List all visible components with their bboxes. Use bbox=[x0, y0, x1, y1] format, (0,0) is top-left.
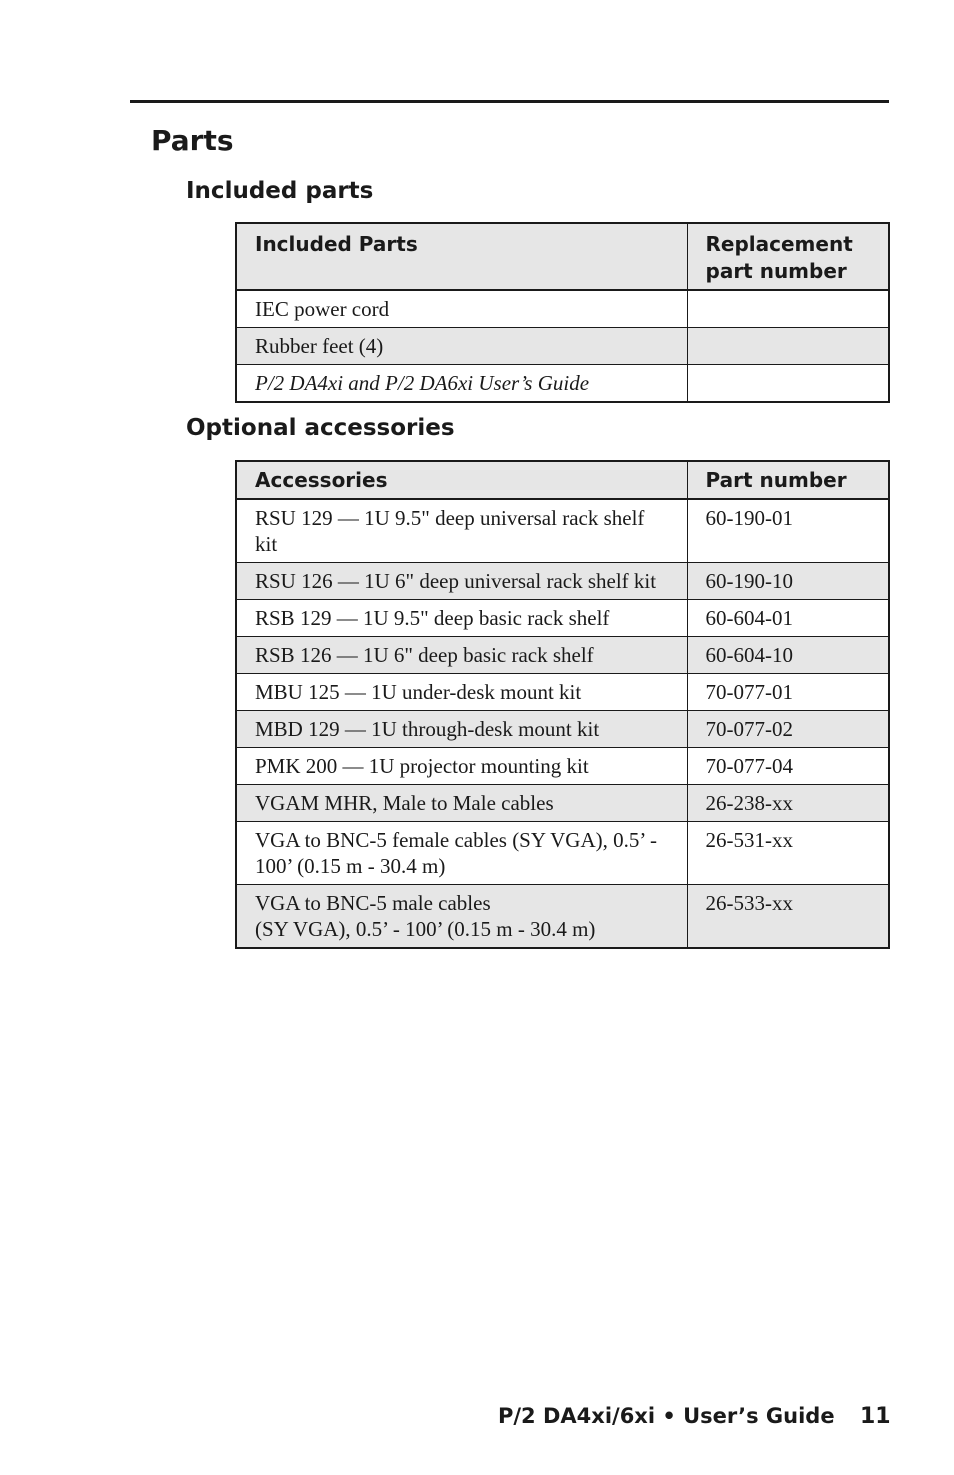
part-cell: P/2 DA4xi and P/2 DA6xi User’s Guide bbox=[236, 365, 687, 403]
table-row bbox=[236, 822, 889, 885]
number-cell bbox=[687, 365, 889, 403]
number-cell: 70-077-01 bbox=[687, 674, 889, 711]
column-header-part: Included Parts bbox=[236, 223, 687, 290]
number-cell: 26-533-xx bbox=[687, 885, 889, 949]
part-cell: PMK 200 — 1U projector mounting kit bbox=[236, 748, 687, 785]
part-cell: RSB 126 — 1U 6" deep basic rack shelf bbox=[236, 637, 687, 674]
part-cell: VGA to BNC-5 male cables (SY VGA), 0.5’ - 100’ (0.15 m - 30.4 m) bbox=[236, 885, 687, 949]
included-parts-table bbox=[235, 222, 890, 403]
part-cell: IEC power cord bbox=[236, 290, 687, 328]
table-row bbox=[236, 600, 889, 637]
table-row bbox=[236, 785, 889, 822]
number-cell: 26-531-xx bbox=[687, 822, 889, 885]
number-cell bbox=[687, 290, 889, 328]
column-header-accessory: Accessories bbox=[236, 461, 687, 499]
part-cell: RSB 129 — 1U 9.5" deep basic rack shelf bbox=[236, 600, 687, 637]
part-cell: VGAM MHR, Male to Male cables bbox=[236, 785, 687, 822]
footer-title: P/2 DA4xi/6xi • User’s Guide bbox=[498, 1404, 835, 1428]
table-row bbox=[236, 499, 889, 563]
number-cell: 60-190-01 bbox=[687, 499, 889, 563]
table-row bbox=[236, 885, 889, 949]
table-row bbox=[236, 290, 889, 328]
table-row bbox=[236, 365, 889, 403]
number-cell: 26-238-xx bbox=[687, 785, 889, 822]
table-header-row bbox=[236, 223, 889, 290]
table-row bbox=[236, 637, 889, 674]
column-header-number: Replacement part number bbox=[687, 223, 889, 290]
number-cell bbox=[687, 328, 889, 365]
number-cell: 70-077-04 bbox=[687, 748, 889, 785]
optional-accessories-table bbox=[235, 460, 890, 949]
table-row bbox=[236, 748, 889, 785]
optional-accessories-heading: Optional accessories bbox=[186, 415, 455, 441]
part-cell: MBU 125 — 1U under-desk mount kit bbox=[236, 674, 687, 711]
included-parts-heading: Included parts bbox=[186, 178, 374, 204]
table-row bbox=[236, 674, 889, 711]
column-header-part-number: Part number bbox=[687, 461, 889, 499]
number-cell: 60-190-10 bbox=[687, 563, 889, 600]
part-cell: Rubber feet (4) bbox=[236, 328, 687, 365]
part-cell: RSU 129 — 1U 9.5" deep universal rack shelf kit bbox=[236, 499, 687, 563]
number-cell: 60-604-10 bbox=[687, 637, 889, 674]
top-rule bbox=[130, 100, 889, 103]
table-row bbox=[236, 563, 889, 600]
part-cell: VGA to BNC-5 female cables (SY VGA), 0.5’ - 100’ (0.15 m - 30.4 m) bbox=[236, 822, 687, 885]
number-cell: 60-604-01 bbox=[687, 600, 889, 637]
number-cell: 70-077-02 bbox=[687, 711, 889, 748]
page-title: Parts bbox=[151, 124, 234, 157]
table-header-row bbox=[236, 461, 889, 499]
part-cell: RSU 126 — 1U 6" deep universal rack shelf kit bbox=[236, 563, 687, 600]
page-number: 11 bbox=[860, 1404, 891, 1429]
table-row bbox=[236, 711, 889, 748]
part-cell: MBD 129 — 1U through-desk mount kit bbox=[236, 711, 687, 748]
table-row bbox=[236, 328, 889, 365]
